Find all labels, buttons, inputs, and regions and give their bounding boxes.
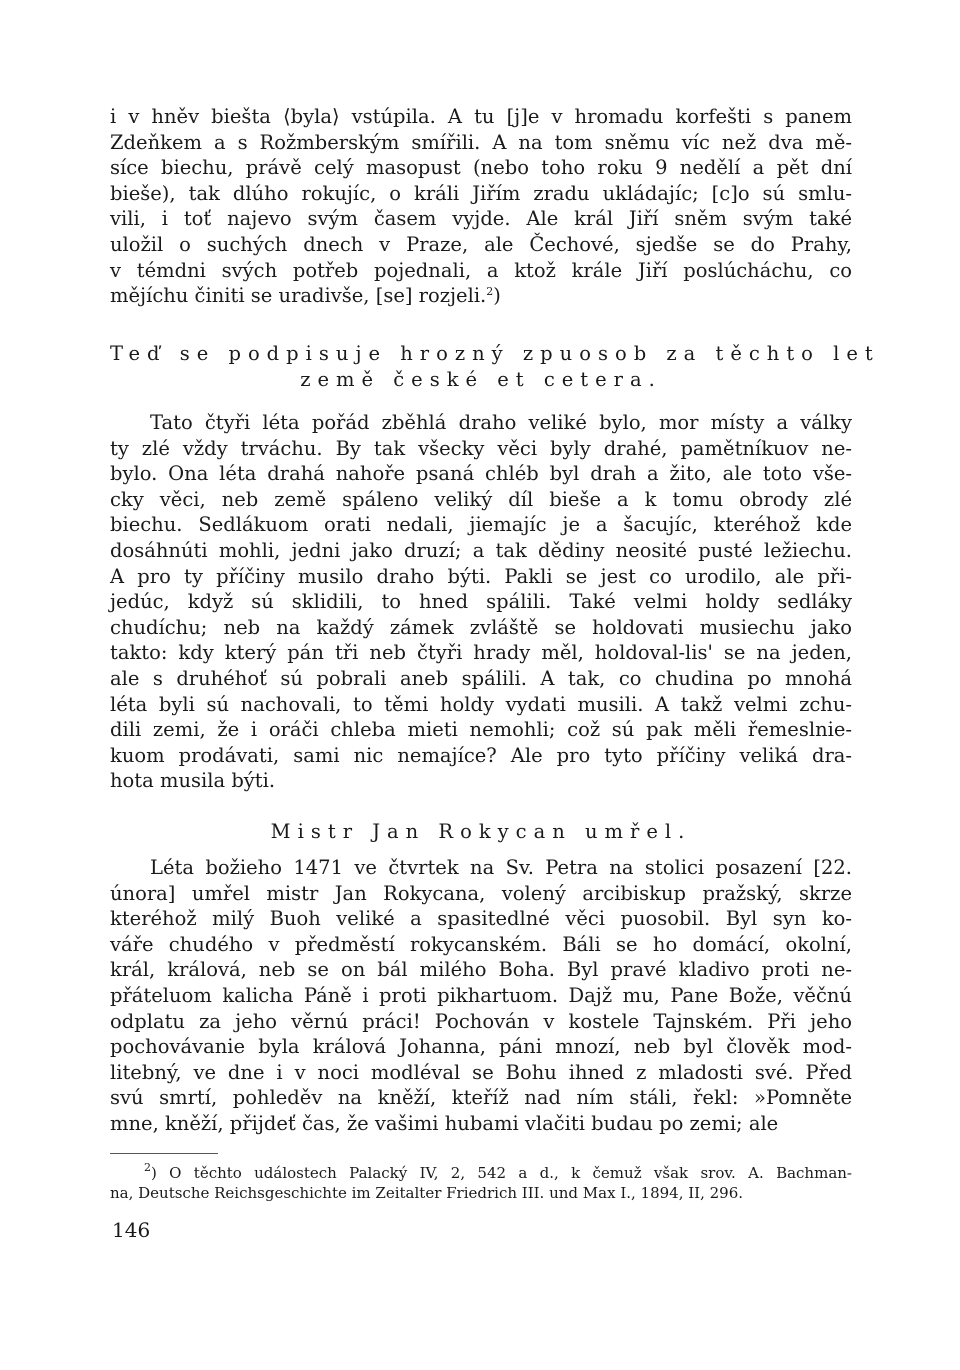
text-line: takto: kdy který pán tři neb čtyři hrady měl, holdoval-lis' se na jeden, — [110, 641, 852, 665]
text-line: v témdni svých potřeb pojednali, a ktož krále Jiří poslúcháchu, co — [110, 258, 852, 282]
text-line: cky věci, neb země spáleno veliký díl bieše a k tomu obrody zlé — [110, 487, 852, 511]
text-line-content: mějíchu činiti se uradivše, [se] rozjeli. — [110, 284, 487, 308]
text-line: Léta božieho 1471 ve čtvrtek na Sv. Petra na stolici posazení [22. — [150, 856, 852, 879]
text-line: mne, kněží, přijdeť čas, že vašimi hubami vlačiti budau po zemi; ale — [110, 1111, 779, 1135]
footnote-line — [110, 1163, 852, 1183]
text-line: král, králová, neb se on bál milého Boha. Byl pravé kladivo proti ne- — [110, 958, 852, 982]
text-line: bieše), tak dlúho rokujíc, o králi Jiřím zradu ukládajíc; [c]o sú smlu- — [110, 181, 852, 205]
text-line: jedúc, když sú sklidili, to hned spálili. Také velmi holdy sedláky — [110, 590, 852, 614]
text-line: dili zemi, že i oráči chleba mieti nemohli; což sú pak měli řemeslnie- — [110, 718, 852, 742]
page-number: 146 — [112, 1218, 151, 1242]
text-line: síce biechu, právě celý masopust (nebo toho roku 9 nedělí a pět dní — [110, 156, 852, 180]
section-heading-famine-line2: země české et cetera. — [300, 368, 662, 391]
text-line: hota musila býti. — [110, 769, 276, 793]
text-line: ty zlé vždy trváchu. By tak všecky věci byly drahé, pamětníkuov ne- — [110, 436, 852, 460]
text-line: kteréhož milý Buoh veliké a spasitedlné věci puosobil. Byl syn ko- — [110, 907, 852, 931]
text-line: kuom prodávati, sami nic nemajíce? Ale pro tyto příčiny veliká dra- — [110, 743, 852, 767]
closing-paren: ) — [493, 284, 501, 308]
text-line: chudíchu; neb na každý zámek zvláště se holdovati musiechu jako — [110, 615, 852, 639]
text-line: Tato čtyři léta pořád zběhlá draho veliké bylo, mor místy a války — [150, 411, 852, 434]
text-line: váře chudého v předměstí rokycanském. Báli se ho domácí, okolní, — [110, 932, 852, 956]
text-line: biechu. Sedlákuom orati nedali, jiemajíc je a šacujíc, kteréhož kde — [110, 513, 852, 537]
section-heading-rokycana: Mistr Jan Rokycan umřel. — [270, 820, 692, 843]
footnote-divider — [110, 1153, 218, 1154]
paragraph-rokycana — [110, 855, 852, 1137]
text-line: února] umřel mistr Jan Rokycana, volený arcibiskup pražský, skrze — [110, 881, 852, 905]
text-line: odplatu za jeho věrnú práci! Pochován v kostele Tajnském. Při jeho — [110, 1009, 852, 1033]
paragraph-opening — [110, 104, 852, 309]
footnote-line: na, Deutsche Reichsgeschichte im Zeitalter Friedrich III. und Max I., 1894, II, 296. — [110, 1184, 744, 1202]
text-line: A pro ty příčiny musilo draho býti. Pakli se jest co urodilo, ale při- — [110, 564, 852, 588]
text-line: svú smrtí, pohleděv na kněží, kteříž nad ním stáli, řekl: »Pomněte — [110, 1086, 852, 1110]
text-line: ale s druhéhoť sú pobrali aneb spálili. A tak, co chudina po mnohá — [110, 666, 852, 690]
footnote-marker: 2 — [144, 1161, 151, 1174]
text-line: přáteluom kalicha Páně i proti pikhartuom. Dajž mu, Pane Bože, věčnú — [110, 983, 852, 1007]
text-line — [110, 283, 852, 309]
text-line: dosáhnúti mohli, jedni jako druzí; a tak dědiny neosité pusté ležiechu. — [110, 538, 852, 562]
text-line: bylo. Ona léta drahá nahoře psaná chléb byl drah a žito, ale toto vše- — [110, 462, 852, 486]
text-line: i v hněv biešta ⟨byla⟩ vstúpila. A tu [j]e v hromadu korfešti s panem — [110, 105, 852, 128]
text-line: uložil o suchých dnech v Praze, ale Čechové, sjedše se do Prahy, — [110, 232, 852, 256]
paragraph-famine — [110, 410, 852, 794]
footnote-text: ) O těchto událostech Palacký IV, 2, 542 a d., k čemuž však srov. A. Bachman- — [151, 1164, 852, 1182]
text-line: léta byli sú nachovali, to těmi holdy vydati musili. A takž velmi zchu- — [110, 692, 852, 716]
section-heading-famine-line1: Teď se podpisuje hrozný zpuosob za těchto let — [110, 342, 880, 365]
text-line: litebný, ve dne i v noci modléval se Bohu ihned z mladosti své. Před — [110, 1060, 852, 1084]
text-line: pochovávanie byla králová Johanna, páni mnozí, neb byl člověk mod- — [110, 1035, 852, 1059]
text-line: Zdeňkem a s Rožmberským smířili. A na tom sněmu víc než dva mě- — [110, 130, 852, 154]
text-line: vili, i toť najevo svým časem vyjde. Ale král Jiří sněm svým také — [110, 207, 852, 231]
footnote — [110, 1163, 852, 1203]
footnote-reference: 2 — [486, 285, 494, 299]
